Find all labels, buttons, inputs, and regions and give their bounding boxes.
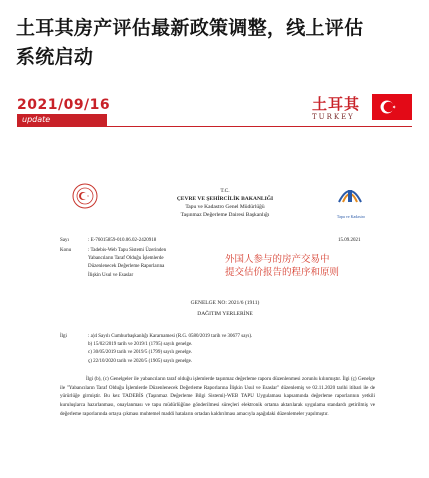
genelge-number: GENELGE NO: 2021/6 (1911) bbox=[190, 300, 260, 306]
dagitim-heading: DAĞITIM YERLERİNE bbox=[197, 311, 253, 317]
sayi-label: Sayı bbox=[60, 238, 69, 243]
land-registry-logo-icon bbox=[333, 178, 367, 214]
body-paragraph: İlgi (b), (c) Genelgeler ile yabancıların taraf olduğu işlemlerde taşınmaz değerleme raporu düzenlenmesi zorunlu kılınmıştır. İlgi (ç) Genelge ile "Yabancıların Taraf Olduğu İşlemlerde Düzenlenecek Değerleme Raporlarına İlişkin Usul ve Esaslar" düzenlemiş ve 02.11.2020 tarihi itibari ile de yürürlüğe girmiştir. Bu kez TADEBİS (Taşınmaz Değerleme Bilgi Sistemi)-WEB TAPU Uygulaması kapsamında değerleme raporlarının yetkili kuruluşlarca hazırlanması, onaylanması ve tapu müdürlüğüne gönderilmesi süreçleri elektronik ortama aktarılarak uygulama standardı getirilmiş ve değerleme raporlarında ortaya çıkması muhtemel maddi hataların ortadan kaldırılması amacıyla aşağıdaki düzenlemeler yapılmıştır. bbox=[60, 376, 375, 417]
chinese-annotation bbox=[225, 253, 339, 279]
turkey-flag-icon bbox=[372, 94, 412, 120]
logo-caption: Tapu ve Kadastro bbox=[336, 214, 366, 219]
headline-line-1: 土耳其房产评估最新政策调整，线上评估 bbox=[16, 17, 364, 39]
document-letterhead bbox=[150, 187, 300, 219]
sayi-value: : E-76015859-010.06.02-2420918 bbox=[88, 238, 157, 243]
annotation-line: 外国人参与的房产交易中 bbox=[225, 254, 330, 265]
brand-cn: 土耳其 bbox=[312, 95, 361, 113]
department-name: Taşınmaz Değerleme Dairesi Başkanlığı bbox=[180, 212, 270, 218]
divider-line bbox=[17, 126, 412, 127]
ilgi-block bbox=[88, 333, 378, 366]
konu-line: Düzenlenecek Değerleme Raporlarına bbox=[88, 264, 165, 270]
ilgi-line: : a)4 Sayılı Cumhurbaşkanlığı Kararnamesi (R.G. 0580/2019 tarih ve 30677 sayı). bbox=[88, 334, 253, 339]
annotation-line: 提交估价报告的程序和原则 bbox=[225, 267, 340, 278]
konu-line: : Tadebis-Web Tapu Sistemi Üzerinden bbox=[88, 248, 167, 253]
konu-line: Yabancıların Taraf Olduğu İşlemlerde bbox=[88, 256, 164, 262]
konu-label: Konu bbox=[60, 248, 72, 253]
directorate-name: Tapu ve Kadastro Genel Müdürlüğü bbox=[185, 204, 265, 210]
ilgi-label: İlgi bbox=[60, 334, 67, 339]
konu-block bbox=[88, 247, 228, 280]
ilgi-line: ç) 22/10/2020 tarih ve 2020/5 (1905) sayılı genelge. bbox=[88, 358, 193, 364]
brand-en: TURKEY bbox=[312, 113, 355, 121]
konu-line: İlişkin Usul ve Esaslar bbox=[88, 272, 134, 278]
publish-date: 2021/09/16 bbox=[17, 97, 111, 113]
document-body bbox=[60, 375, 375, 419]
document-date: 15.09.2021 bbox=[338, 238, 361, 243]
tc-label: T.C. bbox=[220, 188, 230, 194]
headline-line-2: 系统启动 bbox=[16, 46, 94, 68]
update-badge: update bbox=[17, 114, 107, 126]
ilgi-line: c) 30/05/2019 tarih ve 2019/5 (1799) sayılı genelge. bbox=[88, 350, 193, 356]
article-headline bbox=[16, 14, 416, 72]
ministry-name: ÇEVRE VE ŞEHİRCİLİK BAKANLIĞI bbox=[176, 196, 274, 202]
ilgi-line: b) 15/02/2019 tarih ve 2019/1 (1795) sayılı genelge. bbox=[88, 342, 193, 348]
ministry-seal-icon bbox=[72, 183, 98, 209]
